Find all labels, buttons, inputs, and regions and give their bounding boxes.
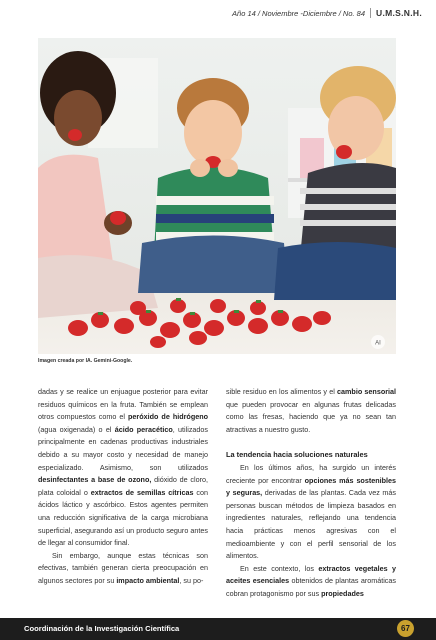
running-header (232, 8, 422, 18)
ai-badge: AI (375, 340, 381, 347)
right-paragraph-3: En este contexto, los extractos vegetales y aceites esenciales obtenidos de plantas aromáticas cobran protagonismo por sus propiedades (226, 563, 396, 598)
issue-label: Año 14 / Noviembre -Diciembre / No. 84 (232, 8, 366, 18)
institution-label: U.M.S.N.H. (370, 8, 422, 18)
photo-caption: Imagen creada por IA. Gemini-Google. (38, 358, 133, 364)
left-paragraph-1: dadas y se realice un enjuague posterior para evitar residuos químicos en la fruta. También se emplean otros compuestos como el peróxido de hidrógeno (agua oxigenada) o el ácido peracético, utilizados principalmente en cadenas productivas industriales debido a su mayor costo y necesidad de manejo especializado. Asimismo, son utilizados desinfectantes a base de ozono, dióxido de cloro, plata coloidal o extractos de semillas cítricas con ácidos láctico y ascórbico. Estos agentes permiten una reducción significativa de la carga microbiana superficial, asegurando así un producto seguro antes de llegar al consumidor final. (38, 387, 209, 548)
left-paragraph-2: Sin embargo, aunque estas técnicas son efectivas, también generan cierta preocupación en algunos sectores por su impacto ambiental, su po- (38, 550, 208, 585)
left-column (38, 386, 208, 588)
page-number-badge: 67 (397, 620, 414, 637)
right-paragraph-2: En los últimos años, ha surgido un interés creciente por encontrar opciones más sostenibles y seguras, derivadas de las plantas. Cada vez más personas buscan métodos de limpieza basados en ingredientes naturales, reflejando una tendencia hacia prácticas menos agresivas con el medioambiente y con el perfil sensorial de los alimentos. (226, 462, 396, 561)
right-paragraph-1: sible residuo en los alimentos y el cambio sensorial que pueden provocar en algunas frutas delicadas como las fresas, haciendo que ya no sean tan atractivas a nuestro gusto. (226, 387, 396, 434)
page-footer (0, 618, 436, 640)
right-column (226, 386, 396, 601)
section-heading: La tendencia hacia soluciones naturales (226, 450, 368, 460)
footer-unit-label: Coordinación de la Investigación Científica (24, 624, 180, 633)
article-photo (38, 38, 396, 354)
children-eating-strawberries-photo (38, 38, 396, 354)
